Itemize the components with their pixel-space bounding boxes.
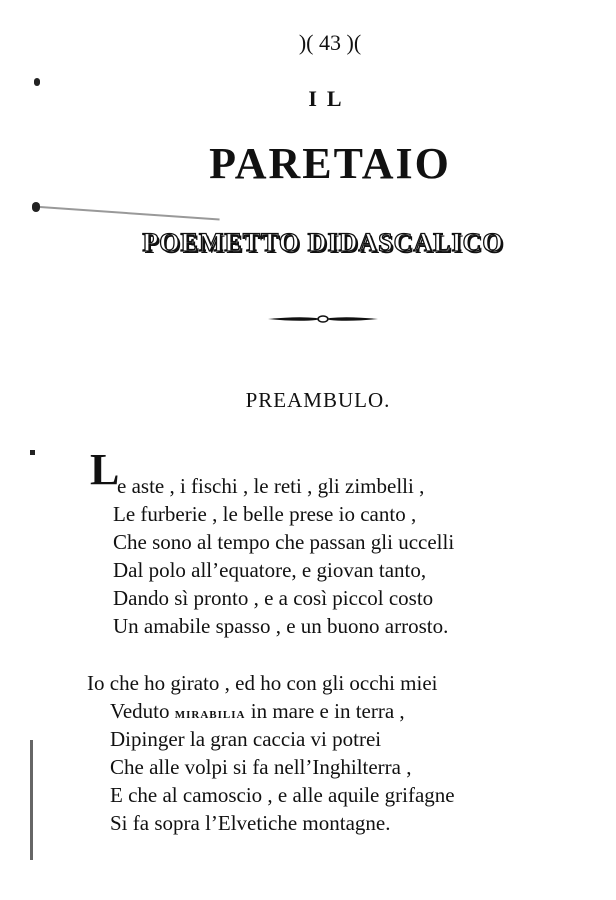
margin-mark (30, 450, 35, 455)
verse-line: E che al camoscio , e alle aquile grifagne (110, 783, 455, 807)
verse-line: Le furberie , le belle prese io canto , (113, 502, 417, 526)
verse-line: Io che ho girato , ed ho con gli occhi miei (87, 671, 438, 695)
subtitle: POEMETTO DIDASCALICO (142, 228, 504, 257)
verse-line: Si fa sopra l’Elvetiche montagne. (110, 811, 391, 835)
margin-mark (32, 202, 40, 212)
verse-line: Dipinger la gran caccia vi potrei (110, 727, 382, 751)
margin-streak (40, 206, 220, 221)
small-caps-word: mirabilia (174, 706, 246, 722)
page-title: PARETAIO (209, 139, 451, 188)
heading-article: IL (308, 86, 352, 111)
verse-line: Dando sì pronto , e a così piccol costo (113, 586, 434, 610)
verse-text: Veduto (110, 699, 175, 723)
verse-text: in mare e in terra , (245, 699, 405, 723)
verse-line: Che alle volpi si fa nell’Inghilterra , (110, 755, 412, 779)
verse-line (110, 699, 405, 724)
margin-edge (30, 740, 33, 860)
verse-line: Che sono al tempo che passan gli uccelli (113, 530, 455, 554)
page-number: )( 43 )( (298, 30, 362, 55)
ornament-divider (268, 312, 378, 326)
drop-cap: L (90, 445, 120, 494)
margin-mark (34, 78, 40, 86)
verse-line: Un amabile spasso , e un buono arrosto. (113, 614, 449, 638)
section-title: PREAMBULO. (245, 388, 391, 412)
verse-line: Dal polo all’equatore, e giovan tanto, (113, 558, 427, 582)
verse-line: e aste , i fischi , le reti , gli zimbelli , (117, 474, 425, 498)
